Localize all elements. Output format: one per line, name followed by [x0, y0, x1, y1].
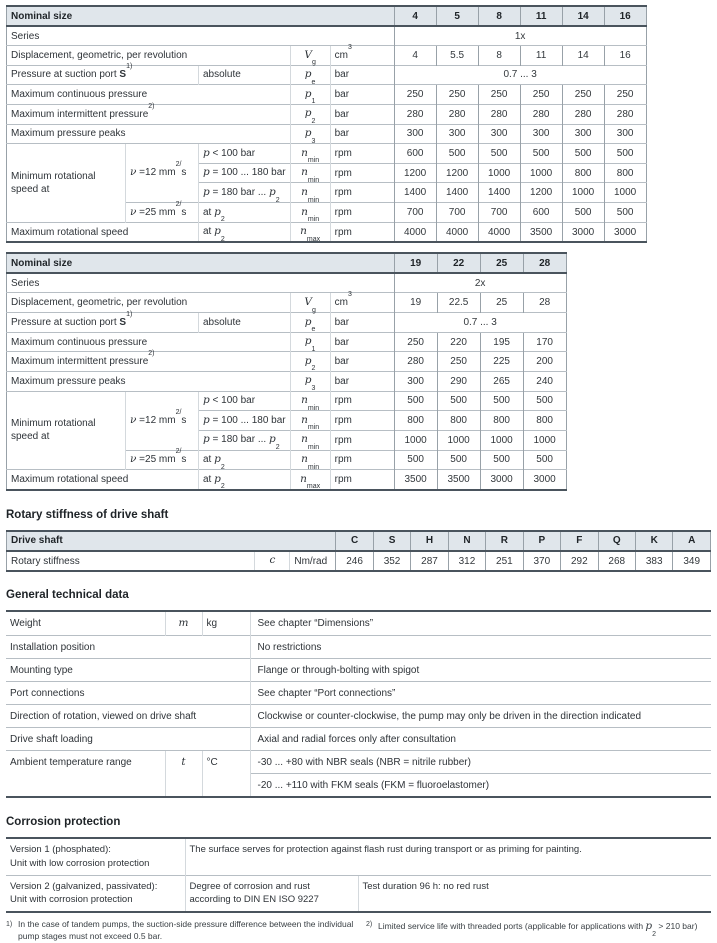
- value: 265: [480, 371, 523, 391]
- footnote: [6, 919, 358, 943]
- row-label: Displacement, geometric, per revolution: [7, 46, 291, 66]
- value-span: 0.7 ... 3: [394, 313, 566, 333]
- value: 280: [394, 104, 436, 124]
- symbol: t: [165, 751, 202, 798]
- value: 290: [437, 371, 480, 391]
- value: 268: [598, 551, 635, 572]
- value: See chapter “Dimensions”: [250, 611, 711, 635]
- symbol: $p_2$: [290, 104, 330, 124]
- table-row: [6, 875, 711, 912]
- row-label: Direction of rotation, viewed on drive shaft: [6, 705, 250, 728]
- value: 1000: [520, 163, 562, 183]
- value: 1000: [478, 163, 520, 183]
- condition: at $p_2$: [199, 470, 291, 490]
- value: 500: [604, 203, 646, 223]
- value: 800: [523, 411, 566, 431]
- size-header-value: 25: [480, 253, 523, 273]
- row-label: Pressure at suction port $S^{1)}$: [7, 65, 199, 85]
- symbol: $p_2$: [290, 352, 330, 372]
- shaft-code: F: [561, 531, 598, 551]
- table-row: [7, 273, 567, 293]
- value: 170: [523, 332, 566, 352]
- table-row: [7, 26, 647, 46]
- row-label: Series: [7, 26, 395, 46]
- value: 500: [436, 144, 478, 164]
- unit: bar: [330, 85, 394, 105]
- size-header-value: 28: [523, 253, 566, 273]
- table-row: [7, 46, 647, 66]
- symbol: $n_{max}$: [290, 470, 330, 490]
- value: 300: [394, 124, 436, 144]
- row-label: Displacement, geometric, per revolution: [7, 293, 291, 313]
- size-header-value: 4: [394, 6, 436, 26]
- row-label: Maximum rotational speed: [7, 470, 199, 490]
- shaft-code: Q: [598, 531, 635, 551]
- value: 312: [448, 551, 485, 572]
- general-technical-data-heading: General technical data: [6, 589, 129, 602]
- value: 250: [604, 85, 646, 105]
- unit: bar: [330, 104, 394, 124]
- series-value: 2x: [394, 273, 566, 293]
- row-label: Port connections: [6, 682, 250, 705]
- unit: rpm: [330, 163, 394, 183]
- value: 220: [437, 332, 480, 352]
- size-header-value: 22: [437, 253, 480, 273]
- table-row: [7, 313, 567, 333]
- value: 200: [523, 352, 566, 372]
- table-row: [7, 144, 647, 164]
- unit: bar: [330, 65, 394, 85]
- value: 500: [480, 391, 523, 411]
- header-label: Nominal size: [7, 6, 395, 26]
- value: 1400: [478, 183, 520, 203]
- description: Test duration 96 h: no red rust: [358, 875, 711, 912]
- table-row: [6, 636, 711, 659]
- symbol: $p_3$: [290, 371, 330, 391]
- rotary-stiffness-heading: Rotary stiffness of drive shaft: [6, 508, 169, 521]
- value: Axial and radial forces only after consultation: [250, 728, 711, 751]
- value: 1000: [437, 430, 480, 450]
- value: 3000: [604, 222, 646, 242]
- size-header-value: 5: [436, 6, 478, 26]
- header-label: Nominal size: [7, 253, 395, 273]
- value: 280: [394, 352, 437, 372]
- unit: bar: [330, 332, 394, 352]
- value: 246: [336, 551, 373, 572]
- description: The surface serves for protection against flash rust during transport or as priming for painting.: [185, 838, 711, 875]
- value: 1000: [562, 183, 604, 203]
- table-row: [6, 751, 711, 774]
- value: 1000: [604, 183, 646, 203]
- value: Clockwise or counter-clockwise, the pump may only be driven in the direction indicated: [250, 705, 711, 728]
- unit: rpm: [330, 430, 394, 450]
- symbol: $p_1$: [290, 85, 330, 105]
- corrosion-protection-heading: Corrosion protection: [6, 816, 121, 829]
- condition: p = 180 bar ... $p_2$: [199, 183, 291, 203]
- row-label: Maximum continuous pressure: [7, 85, 291, 105]
- value: 19: [394, 293, 437, 313]
- footnote-text: In the case of tandem pumps, the suction-side pressure difference between the individual pump stages must not exceed 0.5 bar.: [18, 919, 354, 942]
- general-technical-data-table: [6, 610, 711, 798]
- series-value: 1x: [394, 26, 646, 46]
- value: 383: [635, 551, 672, 572]
- table-row: [7, 531, 711, 551]
- shaft-code: S: [373, 531, 410, 551]
- value: 300: [394, 371, 437, 391]
- value: 370: [523, 551, 560, 572]
- unit: °C: [202, 751, 250, 798]
- description: Degree of corrosion and rust according to DIN EN ISO 9227: [185, 875, 358, 912]
- value: 700: [478, 203, 520, 223]
- symbol: $n_{min}$: [290, 144, 330, 164]
- table-row: [7, 293, 567, 313]
- row-label: Maximum pressure peaks: [7, 124, 291, 144]
- condition: p = 100 ... 180 bar: [199, 411, 291, 431]
- footnote-text: Limited service life with threaded ports (applicable for applications with $p_2 > 210$ bar): [378, 920, 698, 938]
- value: 1400: [436, 183, 478, 203]
- value: 352: [373, 551, 410, 572]
- value: 800: [562, 163, 604, 183]
- condition: p = 100 ... 180 bar: [199, 163, 291, 183]
- unit: bar: [330, 352, 394, 372]
- value: 300: [436, 124, 478, 144]
- table-row: [6, 611, 711, 635]
- condition: at $p_2$: [199, 450, 291, 470]
- size-header-value: 19: [394, 253, 437, 273]
- value: 500: [604, 144, 646, 164]
- value: 3000: [480, 470, 523, 490]
- value: 3000: [523, 470, 566, 490]
- table-row: [6, 728, 711, 751]
- value: 292: [561, 551, 598, 572]
- value: 500: [478, 144, 520, 164]
- value: 500: [480, 450, 523, 470]
- value: 287: [411, 551, 448, 572]
- drive-shaft-stiffness-table: [6, 530, 711, 573]
- value: -20 ... +110 with FKM seals (FKM = fluoroelastomer): [250, 774, 711, 798]
- unit: rpm: [330, 183, 394, 203]
- symbol: $n_{min}$: [290, 203, 330, 223]
- value: 14: [562, 46, 604, 66]
- table-row: [7, 85, 647, 105]
- value: 3500: [520, 222, 562, 242]
- unit: bar: [330, 124, 394, 144]
- condition: p = 180 bar ... $p_2$: [199, 430, 291, 450]
- value: 28: [523, 293, 566, 313]
- value: 4: [394, 46, 436, 66]
- table-row: [6, 838, 711, 875]
- table-row: [6, 659, 711, 682]
- nominal-size-table-1x: [6, 5, 647, 243]
- row-label: Mounting type: [6, 659, 250, 682]
- size-header-value: 11: [520, 6, 562, 26]
- table-row: [7, 352, 567, 372]
- value: 1000: [480, 430, 523, 450]
- condition: p < 100 bar: [199, 391, 291, 411]
- row-label: Maximum continuous pressure: [7, 332, 291, 352]
- symbol: $n_{min}$: [290, 411, 330, 431]
- row-label: Maximum intermittent pressure$^{2)}$: [7, 104, 291, 124]
- footnote-marker: 2): [366, 921, 373, 929]
- table-row: [7, 124, 647, 144]
- table-row: [6, 705, 711, 728]
- symbol: $n_{min}$: [290, 163, 330, 183]
- row-label: Ambient temperature range: [6, 751, 165, 798]
- value: 25: [480, 293, 523, 313]
- value: 225: [480, 352, 523, 372]
- value: 280: [520, 104, 562, 124]
- symbol: $n_{min}$: [290, 183, 330, 203]
- footnotes: [6, 919, 711, 943]
- value: 4000: [478, 222, 520, 242]
- value: 250: [478, 85, 520, 105]
- value: 800: [394, 411, 437, 431]
- row-label: Rotary stiffness: [7, 551, 255, 572]
- value: 500: [523, 391, 566, 411]
- shaft-code: R: [486, 531, 523, 551]
- size-header-value: 16: [604, 6, 646, 26]
- value: 250: [437, 352, 480, 372]
- value: 800: [480, 411, 523, 431]
- size-header-value: 8: [478, 6, 520, 26]
- corrosion-protection-table: [6, 837, 711, 913]
- table-row: [7, 391, 567, 411]
- condition: absolute: [199, 313, 291, 333]
- value: 4000: [436, 222, 478, 242]
- symbol: $n_{max}$: [290, 222, 330, 242]
- symbol: m: [165, 611, 202, 635]
- value-span: 0.7 ... 3: [394, 65, 646, 85]
- table-row: [7, 104, 647, 124]
- table-row: [7, 6, 647, 26]
- nominal-size-table-2x: [6, 252, 567, 490]
- value: 800: [604, 163, 646, 183]
- value: 600: [394, 144, 436, 164]
- condition: p < 100 bar: [199, 144, 291, 164]
- row-label: Minimum rotational speed at: [7, 144, 126, 223]
- value: 500: [562, 144, 604, 164]
- row-label: Version 2 (galvanized, passivated): Unit with corrosion protection: [6, 875, 185, 912]
- value: 500: [437, 391, 480, 411]
- value: 280: [436, 104, 478, 124]
- shaft-code: A: [673, 531, 711, 551]
- unit: rpm: [330, 203, 394, 223]
- value: 800: [437, 411, 480, 431]
- symbol: $n_{min}$: [290, 450, 330, 470]
- viscosity: ν =12 $mm^{2/}s$: [126, 144, 199, 203]
- unit: Nm/rad: [290, 551, 336, 572]
- symbol: $p_1$: [290, 332, 330, 352]
- value: 195: [480, 332, 523, 352]
- value: 1000: [394, 430, 437, 450]
- symbol: $V_g$: [290, 293, 330, 313]
- value: 500: [437, 450, 480, 470]
- unit: rpm: [330, 391, 394, 411]
- symbol: $V_g$: [290, 46, 330, 66]
- row-label: Pressure at suction port $S^{1)}$: [7, 313, 199, 333]
- row-label: Maximum intermittent pressure$^{2)}$: [7, 352, 291, 372]
- symbol: c: [255, 551, 290, 572]
- table-row: [7, 65, 647, 85]
- shaft-code: C: [336, 531, 373, 551]
- table-row: [7, 332, 567, 352]
- unit: bar: [330, 371, 394, 391]
- footnote: [366, 919, 711, 943]
- table-row: [7, 470, 567, 490]
- unit: kg: [202, 611, 250, 635]
- value: 250: [562, 85, 604, 105]
- value: 280: [478, 104, 520, 124]
- row-label: Maximum pressure peaks: [7, 371, 291, 391]
- unit: $cm^3$: [330, 293, 394, 313]
- value: 500: [394, 391, 437, 411]
- row-label: Version 1 (phosphated): Unit with low corrosion protection: [6, 838, 185, 875]
- symbol: $n_{min}$: [290, 430, 330, 450]
- value: No restrictions: [250, 636, 711, 659]
- value: 250: [520, 85, 562, 105]
- value: 500: [523, 450, 566, 470]
- unit: $cm^3$: [330, 46, 394, 66]
- value: 22.5: [437, 293, 480, 313]
- value: 250: [394, 332, 437, 352]
- value: 500: [520, 144, 562, 164]
- viscosity: ν =25 $mm^{2/}s$: [126, 450, 199, 470]
- value: 500: [562, 203, 604, 223]
- viscosity: ν =12 $mm^{2/}s$: [126, 391, 199, 450]
- value: 1400: [394, 183, 436, 203]
- value: 250: [436, 85, 478, 105]
- row-label: Maximum rotational speed: [7, 222, 199, 242]
- row-label: Drive shaft loading: [6, 728, 250, 751]
- row-label: Minimum rotational speed at: [7, 391, 126, 470]
- value: 700: [436, 203, 478, 223]
- value: 600: [520, 203, 562, 223]
- value: 300: [520, 124, 562, 144]
- value: 300: [604, 124, 646, 144]
- shaft-code: K: [635, 531, 672, 551]
- value: 240: [523, 371, 566, 391]
- value: 250: [394, 85, 436, 105]
- table-row: [7, 371, 567, 391]
- table-row: [7, 551, 711, 572]
- value: See chapter “Port connections”: [250, 682, 711, 705]
- symbol: $p_3$: [290, 124, 330, 144]
- value: 251: [486, 551, 523, 572]
- unit: rpm: [330, 470, 394, 490]
- condition: at $p_2$: [199, 203, 291, 223]
- value: 349: [673, 551, 711, 572]
- symbol: $p_e$: [290, 65, 330, 85]
- value: 300: [478, 124, 520, 144]
- value: 1200: [394, 163, 436, 183]
- table-row: [7, 222, 647, 242]
- shaft-code: N: [448, 531, 485, 551]
- value: 500: [394, 450, 437, 470]
- value: 1200: [436, 163, 478, 183]
- shaft-code: H: [411, 531, 448, 551]
- value: 280: [604, 104, 646, 124]
- value: 3500: [437, 470, 480, 490]
- value: 4000: [394, 222, 436, 242]
- value: 3500: [394, 470, 437, 490]
- row-label: Installation position: [6, 636, 250, 659]
- condition: at $p_2$: [199, 222, 291, 242]
- value: 1000: [523, 430, 566, 450]
- symbol: $p_e$: [290, 313, 330, 333]
- value: 8: [478, 46, 520, 66]
- unit: rpm: [330, 411, 394, 431]
- unit: rpm: [330, 450, 394, 470]
- shaft-code: P: [523, 531, 560, 551]
- value: Flange or through-bolting with spigot: [250, 659, 711, 682]
- value: 11: [520, 46, 562, 66]
- value: 700: [394, 203, 436, 223]
- value: 300: [562, 124, 604, 144]
- row-label: Weight: [6, 611, 165, 635]
- symbol: $n_{min}$: [290, 391, 330, 411]
- condition: absolute: [199, 65, 291, 85]
- value: -30 ... +80 with NBR seals (NBR = nitrile rubber): [250, 751, 711, 774]
- header-label: Drive shaft: [7, 531, 336, 551]
- unit: rpm: [330, 144, 394, 164]
- unit: bar: [330, 313, 394, 333]
- table-row: [7, 253, 567, 273]
- row-label: Series: [7, 273, 395, 293]
- value: 3000: [562, 222, 604, 242]
- size-header-value: 14: [562, 6, 604, 26]
- table-row: [6, 682, 711, 705]
- value: 280: [562, 104, 604, 124]
- viscosity: ν =25 $mm^{2/}s$: [126, 203, 199, 223]
- footnote-marker: 1): [6, 921, 13, 929]
- value: 1200: [520, 183, 562, 203]
- unit: rpm: [330, 222, 394, 242]
- value: 5.5: [436, 46, 478, 66]
- value: 16: [604, 46, 646, 66]
